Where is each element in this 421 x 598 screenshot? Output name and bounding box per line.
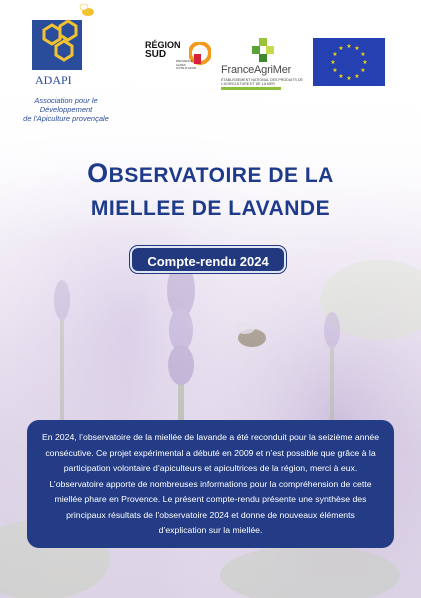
report-badge: Compte-rendu 2024 bbox=[130, 246, 286, 273]
adapi-tagline-line1: Association pour le Développement bbox=[34, 96, 98, 114]
franceagrimer-name: FranceAgriMer bbox=[221, 64, 292, 76]
svg-text:★: ★ bbox=[354, 73, 360, 80]
svg-text:★: ★ bbox=[330, 59, 336, 66]
svg-text:★: ★ bbox=[360, 67, 366, 74]
summary-text: En 2024, l’observatoire de la miellée de lavande a été reconduit pour la seizième année consécutive. Ce projet expérimental a débuté en 2009 et n’est possible que grâce à la participation volontaire d’apiculteurs et apicultrices de la région, merci à eux. L’observatoire apporte de nombreuses informations pour la compréhension de cette miellée phare en Provence. Le présent compte-rendu présente une synthèse des principaux résultats de l’observatoire 2024 et donne de nouveaux éléments d’explication sur la miellée. bbox=[41, 432, 380, 535]
adapi-tagline-line2: de l'Apiculture provençale bbox=[23, 114, 109, 123]
page-title-line2: MIELLEE DE LAVANDE bbox=[90, 197, 331, 220]
adapi-logo-text: ADAPI bbox=[35, 73, 72, 87]
svg-text:★: ★ bbox=[346, 75, 352, 82]
region-sud-subtitle bbox=[176, 60, 198, 71]
svg-text:★: ★ bbox=[338, 73, 344, 80]
summary-box bbox=[27, 420, 394, 548]
region-sud-name-line2: SUD bbox=[145, 49, 167, 60]
eu-flag-icon bbox=[313, 38, 385, 86]
adapi-logo bbox=[30, 2, 100, 88]
svg-text:★: ★ bbox=[354, 45, 360, 52]
region-sud-logo bbox=[145, 41, 181, 59]
region-sub-line1: PROVENCE bbox=[176, 59, 193, 63]
region-sud-name-line1: RÉGION bbox=[145, 40, 181, 50]
adapi-tagline bbox=[8, 96, 124, 123]
svg-text:★: ★ bbox=[332, 51, 338, 58]
title-line1-rest: BSERVATOIRE DE LA bbox=[108, 164, 334, 187]
svg-text:★: ★ bbox=[332, 67, 338, 74]
svg-text:★: ★ bbox=[338, 45, 344, 52]
page-title-line1 bbox=[0, 158, 421, 189]
region-sub-line2: ALPES bbox=[176, 62, 186, 67]
svg-text:★: ★ bbox=[362, 59, 368, 66]
franceagrimer-emblem-icon bbox=[252, 38, 274, 62]
svg-text:★: ★ bbox=[346, 43, 352, 50]
franceagrimer-subtitle: ÉTABLISSEMENT NATIONAL DES PRODUITS DE L'AGRICULTURE ET DE LA MER bbox=[221, 78, 303, 86]
svg-text:★: ★ bbox=[360, 51, 366, 58]
region-sub-line3: CÔTE D'AZUR bbox=[176, 66, 197, 70]
franceagrimer-underline bbox=[221, 87, 281, 90]
title-initial: O bbox=[87, 158, 109, 188]
